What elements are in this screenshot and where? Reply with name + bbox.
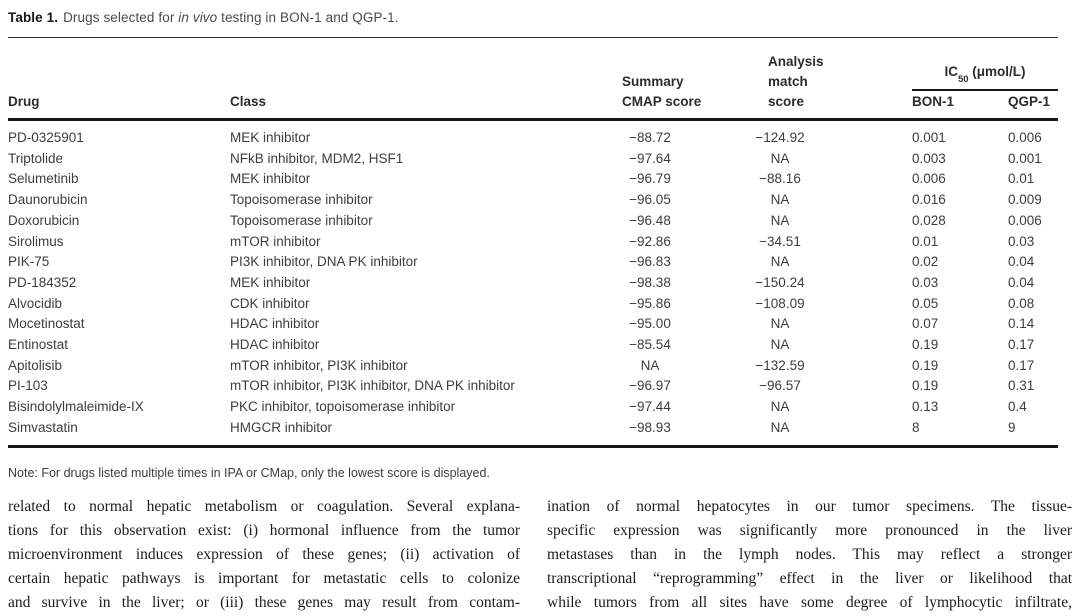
table-caption-text: Drugs selected for (63, 10, 179, 25)
cell-cmap-score: NA (640, 357, 660, 373)
cell-cmap-score: −97.64 (629, 150, 671, 166)
cell-spacer (845, 376, 912, 397)
table-caption-text-end: testing in BON-1 and QGP-1. (217, 10, 399, 25)
col-header-analysis: Analysis match score (768, 54, 824, 109)
cell-class: MEK inhibitor (230, 274, 311, 290)
cell-drug: Alvocidib (8, 295, 63, 311)
cell-ic50-qgp1: 0.006 (1008, 212, 1042, 228)
cell-ic50-qgp1: 0.08 (1008, 295, 1035, 311)
cell-cmap-score: −96.97 (629, 378, 671, 394)
body-column-right (547, 495, 1072, 615)
cell-analysis-score: NA (770, 212, 790, 228)
body-text-line: while tumors from all sites have some degree of lymphocytic infiltrate, (547, 594, 1072, 611)
cell-cmap-score: −96.83 (629, 254, 671, 270)
cell-ic50-bon1: 0.19 (912, 378, 939, 394)
cell-cmap-score: −95.00 (629, 316, 671, 332)
body-text (8, 495, 1072, 615)
body-column-left (8, 495, 520, 615)
cell-ic50-bon1: 0.016 (912, 192, 946, 208)
cell-analysis-score: −150.24 (755, 274, 805, 290)
cell-analysis-score: NA (770, 337, 790, 353)
cell-analysis-score: −34.51 (759, 233, 801, 249)
cell-spacer (845, 335, 912, 356)
col-header-qgp1: QGP-1 (1008, 94, 1051, 109)
body-text-line: specific expression was significantly more pronounced in the liver (547, 522, 1072, 539)
cell-ic50-qgp1: 0.04 (1008, 254, 1035, 270)
cell-analysis-score: −96.57 (759, 378, 801, 394)
cell-analysis-score: NA (770, 316, 790, 332)
cell-ic50-bon1: 0.028 (912, 212, 946, 228)
cell-analysis-score: NA (770, 254, 790, 270)
cell-spacer (845, 397, 912, 418)
table-header (8, 38, 1058, 121)
table-row (8, 294, 1058, 315)
cell-class: NFkB inhibitor, MDM2, HSF1 (230, 150, 404, 166)
table-row (8, 149, 1058, 170)
cell-drug: Triptolide (8, 150, 64, 166)
body-text-line: and survive in the liver; or (iii) these genes may result from contam- (8, 594, 520, 611)
cell-spacer (845, 128, 912, 149)
cell-ic50-qgp1: 0.31 (1008, 378, 1035, 394)
cell-class: HMGCR inhibitor (230, 419, 333, 435)
table-row (8, 314, 1058, 335)
cell-ic50-bon1: 0.13 (912, 399, 939, 415)
cell-ic50-bon1: 0.03 (912, 274, 939, 290)
table-row (8, 418, 1058, 439)
cell-cmap-score: −88.72 (629, 130, 671, 145)
col-header-bon1: BON-1 (912, 94, 955, 109)
cell-class: mTOR inhibitor, PI3K inhibitor, DNA PK inhibitor (230, 378, 515, 394)
table-row (8, 190, 1058, 211)
cell-drug: Mocetinostat (8, 316, 85, 332)
cell-ic50-qgp1: 0.006 (1008, 130, 1042, 145)
table-caption (8, 0, 1058, 28)
cell-analysis-score: NA (770, 399, 790, 415)
table-row (8, 273, 1058, 294)
cell-ic50-qgp1: 0.001 (1008, 150, 1042, 166)
cell-class: Topoisomerase inhibitor (230, 192, 373, 208)
cell-drug: Bisindolylmaleimide-IX (8, 399, 144, 415)
cell-spacer (845, 294, 912, 315)
table-row (8, 211, 1058, 232)
cell-cmap-score: −85.54 (629, 337, 671, 353)
table-body (8, 121, 1058, 448)
cell-cmap-score: −92.86 (629, 233, 671, 249)
table-row (8, 376, 1058, 397)
col-header-class: Class (230, 94, 267, 109)
cell-class: PI3K inhibitor, DNA PK inhibitor (230, 254, 418, 270)
cell-ic50-bon1: 0.001 (912, 130, 946, 145)
cell-spacer (845, 252, 912, 273)
table-row (8, 232, 1058, 253)
cell-ic50-qgp1: 0.01 (1008, 171, 1035, 187)
cell-ic50-qgp1: 0.17 (1008, 357, 1035, 373)
cell-class: Topoisomerase inhibitor (230, 212, 373, 228)
cell-drug: Sirolimus (8, 233, 64, 249)
cell-ic50-qgp1: 0.17 (1008, 337, 1035, 353)
cell-spacer (845, 149, 912, 170)
cell-analysis-score: NA (770, 150, 790, 166)
table-row (8, 128, 1058, 149)
table-caption-italic: in vivo (178, 10, 218, 25)
cell-ic50-qgp1: 0.14 (1008, 316, 1035, 332)
cell-ic50-qgp1: 0.009 (1008, 192, 1042, 208)
cell-drug: Simvastatin (8, 419, 78, 435)
table-note: Note: For drugs listed multiple times in IPA or CMap, only the lowest score is displayed. (8, 465, 490, 480)
cell-analysis-score: −108.09 (755, 295, 805, 311)
body-text-line: transcriptional “reprogramming” effect in the liver or likelihood that (547, 570, 1072, 587)
cell-ic50-bon1: 0.02 (912, 254, 939, 270)
cell-drug: PD-184352 (8, 274, 77, 290)
cell-spacer (845, 314, 912, 335)
cell-spacer (845, 418, 912, 439)
body-text-line: metastases than in the lymph nodes. This may reflect a stronger (547, 546, 1072, 563)
cell-cmap-score: −96.79 (629, 171, 671, 187)
cell-class: MEK inhibitor (230, 130, 311, 145)
cell-class: PKC inhibitor, topoisomerase inhibitor (230, 399, 456, 415)
cell-drug: PD-0325901 (8, 130, 84, 145)
body-text-line: related to normal hepatic metabolism or coagulation. Several explana- (8, 498, 520, 515)
cell-analysis-score: −132.59 (755, 357, 805, 373)
cell-ic50-bon1: 0.006 (912, 171, 946, 187)
body-text-line: tions for this observation exist: (i) hormonal influence from the tumor (8, 522, 520, 539)
cell-ic50-bon1: 8 (912, 419, 920, 435)
cell-analysis-score: NA (770, 192, 790, 208)
cell-cmap-score: −96.05 (629, 192, 671, 208)
cell-class: HDAC inhibitor (230, 316, 320, 332)
cell-ic50-qgp1: 0.04 (1008, 274, 1035, 290)
cell-spacer (845, 356, 912, 377)
cell-ic50-qgp1: 9 (1008, 419, 1016, 435)
cell-class: MEK inhibitor (230, 171, 311, 187)
body-text-line: certain hepatic pathways is important for metastatic cells to colonize (8, 570, 520, 587)
cell-ic50-bon1: 0.01 (912, 233, 939, 249)
cell-class: HDAC inhibitor (230, 337, 320, 353)
cell-cmap-score: −97.44 (629, 399, 671, 415)
cell-class: mTOR inhibitor, PI3K inhibitor (230, 357, 408, 373)
cell-cmap-score: −96.48 (629, 212, 671, 228)
cell-spacer (845, 232, 912, 253)
cell-analysis-score: NA (770, 419, 790, 435)
col-header-ic50-group (912, 62, 1058, 112)
cell-ic50-qgp1: 0.4 (1008, 399, 1027, 415)
ic50-group-title: $IC_{50}$ (μmol/L) (912, 62, 1058, 91)
cell-spacer (845, 190, 912, 211)
cell-ic50-bon1: 0.19 (912, 337, 939, 353)
table-row (8, 397, 1058, 418)
cell-cmap-score: −95.86 (629, 295, 671, 311)
cell-ic50-bon1: 0.05 (912, 295, 939, 311)
cell-ic50-qgp1: 0.03 (1008, 233, 1035, 249)
body-text-line: ination of normal hepatocytes in our tumor specimens. The tissue- (547, 498, 1072, 515)
cell-analysis-score: −88.16 (759, 171, 801, 187)
cell-drug: Daunorubicin (8, 192, 88, 208)
cell-drug: Apitolisib (8, 357, 63, 373)
cell-drug: PIK-75 (8, 254, 50, 270)
cell-cmap-score: −98.38 (629, 274, 671, 290)
cell-spacer (845, 211, 912, 232)
cell-class: CDK inhibitor (230, 295, 310, 311)
cell-spacer (845, 273, 912, 294)
cell-ic50-bon1: 0.003 (912, 150, 946, 166)
cell-analysis-score: −124.92 (755, 130, 805, 145)
cell-cmap-score: −98.93 (629, 419, 671, 435)
table-row (8, 356, 1058, 377)
cell-ic50-bon1: 0.19 (912, 357, 939, 373)
table-row (8, 169, 1058, 190)
cell-ic50-bon1: 0.07 (912, 316, 939, 332)
cell-spacer (845, 169, 912, 190)
cell-class: mTOR inhibitor (230, 233, 321, 249)
cell-drug: Entinostat (8, 337, 69, 353)
table-row (8, 335, 1058, 356)
cell-drug: Doxorubicin (8, 212, 80, 228)
table-caption-label: Table 1. (8, 10, 59, 25)
col-header-drug: Drug (8, 94, 40, 109)
cell-drug: PI-103 (8, 378, 48, 394)
table-row (8, 252, 1058, 273)
cell-drug: Selumetinib (8, 171, 79, 187)
body-text-line: microenvironment induces expression of these genes; (ii) activation of (8, 546, 520, 563)
col-header-cmap: Summary CMAP score (622, 74, 702, 109)
